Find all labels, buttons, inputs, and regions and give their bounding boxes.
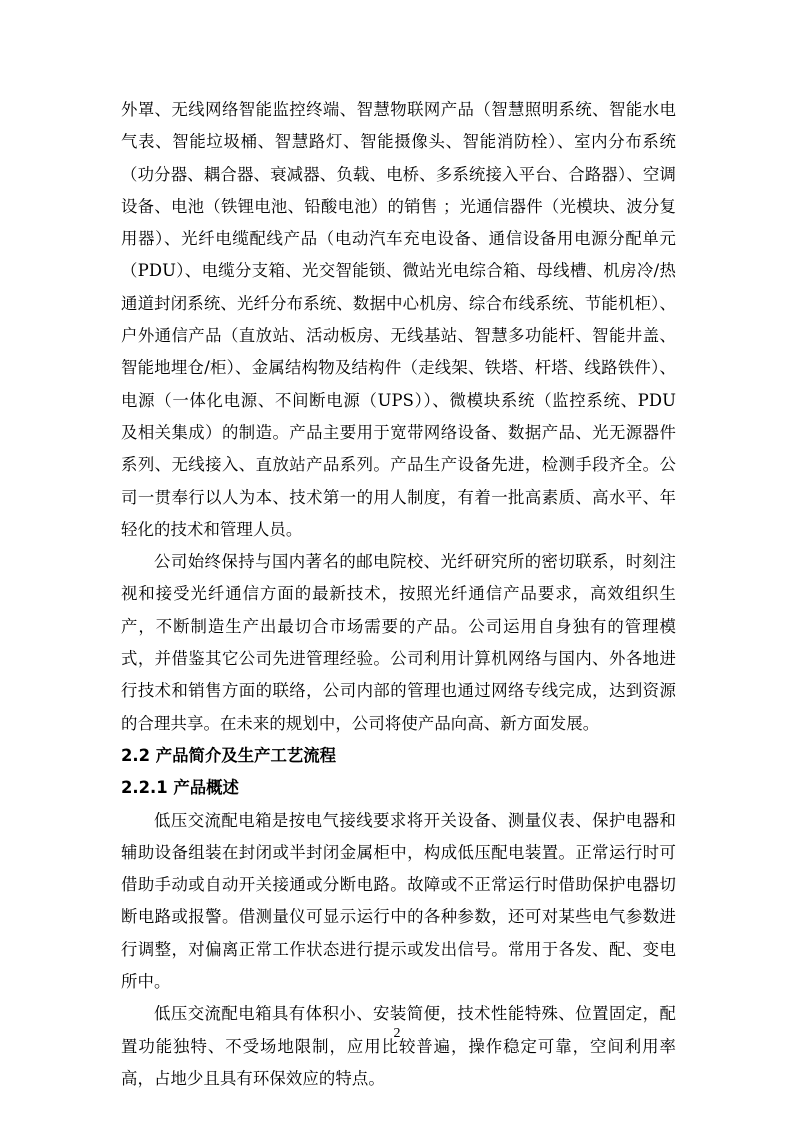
page-content: [121, 94, 676, 1095]
paragraph-product-overview: 低压交流配电箱是按电气接线要求将开关设备、测量仪表、保护电器和辅助设备组装在封闭或半封闭金属柜中，构成低压配电装置。正常运行时可借助手动或自动开关接通或分断电路。故障或不正常运行时借助保护电器切断电路或报警。借测量仪可显示运行中的各种参数，还可对某些电气参数进行调整，对偏离正常工作状态进行提示或发出信号。常用于各发、配、变电所中。: [121, 810, 676, 992]
subsection-heading: 2.2.1 产品概述: [121, 778, 239, 798]
page-number: 2: [393, 1026, 401, 1041]
section-heading: 2.2 产品简介及生产工艺流程: [121, 745, 337, 765]
paragraph-company-products: 外罩、无线网络智能监控终端、智慧物联网产品（智慧照明系统、智能水电气表、智能垃圾桶、智慧路灯、智能摄像头、智能消防栓）、室内分布系统（功分器、耦合器、衰减器、负载、电桥、多系统接入平台、合路器）、空调设备、电池（铁锂电池、铅酸电池）的销售 ；光通信器件（光模块、波分复用器）、光纤电缆配线产品（电动汽车充电设备、通信设备用电源分配单元（PDU）、电缆分支箱、光交智能锁、微站光电综合箱、母线槽、机房冷/热通道封闭系统、光纤分布系统、数据中心机房、综合布线系统、节能机柜）、户外通信产品（直放站、活动板房、无线基站、智慧多功能杆、智能井盖、智能地埋仓/柜）、金属结构物及结构件（走线架、铁塔、杆塔、线路铁件）、电源（一体化电源、不间断电源（UPS））、微模块系统（监控系统、PDU 及相关集成）的制造。产品主要用于宽带网络设备、数据产品、光无源器件系列、无线接入、直放站产品系列。产品生产设备先进，检测手段齐全。公司一贯奉行以人为本、技术第一的用人制度，有着一批高素质、高水平、年轻化的技术和管理人员。: [121, 100, 676, 539]
paragraph-product-features: 低压交流配电箱具有体积小、安装简便，技术性能特殊、位置固定，配置功能独特、不受场地限制，应用比较普遍，操作稳定可靠，空间利用率高，占地少且具有环保效应的特点。: [121, 1004, 676, 1088]
paragraph-company-relations: 公司始终保持与国内著名的邮电院校、光纤研究所的密切联系，时刻注视和接受光纤通信方面的最新技术，按照光纤通信产品要求，高效组织生产，不断制造生产出最切合市场需要的产品。公司运用自身独有的管理模式，并借鉴其它公司先进管理经验。公司利用计算机网络与国内、外各地进行技术和销售方面的联络，公司内部的管理也通过网络专线完成，达到资源的合理共享。在未来的规划中，公司将使产品向高、新方面发展。: [121, 552, 676, 733]
